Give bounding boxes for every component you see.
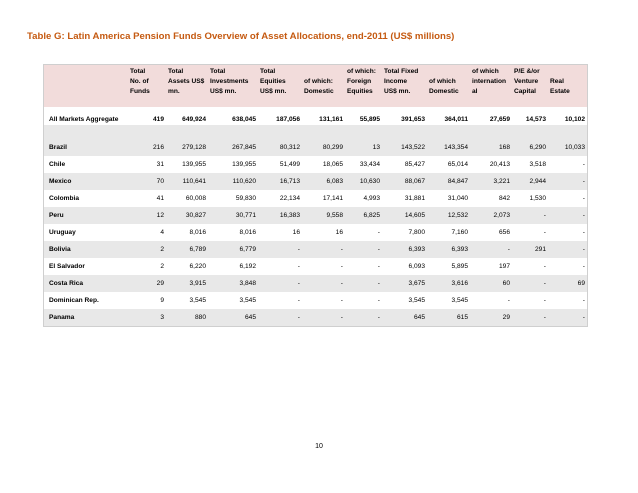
column-header [512,65,548,107]
value-cell: 7,160 [427,224,470,241]
value-cell: - [548,309,587,326]
table-row [44,190,587,207]
table-header-row [44,65,587,107]
column-header-line: Domestic [429,88,459,95]
column-header [258,65,302,107]
value-cell: 18,065 [302,156,345,173]
value-cell: 31,040 [427,190,470,207]
table-row [44,207,587,224]
country-cell: Costa Rica [44,275,128,292]
value-cell: 391,653 [382,113,427,125]
column-header [345,65,382,107]
column-header-line: US$ mn. [210,88,237,95]
value-cell: - [548,173,587,190]
column-header-line: al [472,88,478,95]
column-header-line: Investments [210,78,249,85]
column-header-line [304,67,343,77]
value-cell: 3,221 [470,173,512,190]
value-cell: 6,393 [427,241,470,258]
page-number: 10 [315,443,323,450]
column-header-line: Total [168,68,184,75]
column-header-line: Estate [550,88,570,95]
value-cell: 4,993 [345,190,382,207]
value-cell: 3 [128,309,166,326]
value-cell: 267,845 [208,139,258,156]
value-cell: 22,134 [258,190,302,207]
column-header-line: US$ mn. [260,88,287,95]
value-cell: - [345,241,382,258]
value-cell: - [345,292,382,309]
value-cell: 69 [548,275,587,292]
value-cell: 645 [382,309,427,326]
value-cell: 2,073 [470,207,512,224]
value-cell: 16,383 [258,207,302,224]
column-header-line: Total [260,68,276,75]
value-cell: - [302,309,345,326]
value-cell: 197 [470,258,512,275]
value-cell: 3,545 [208,292,258,309]
value-cell: 5,895 [427,258,470,275]
value-cell: - [302,241,345,258]
value-cell: 6,779 [208,241,258,258]
column-header [166,65,208,107]
country-cell: El Salvador [44,258,128,275]
value-cell: - [512,309,548,326]
table-row [44,241,587,258]
value-cell: 8,016 [166,224,208,241]
column-header-line [46,87,126,97]
value-cell: 4 [128,224,166,241]
column-header-line: Assets US$ [168,78,205,85]
value-cell: 3,616 [427,275,470,292]
country-cell: Dominican Rep. [44,292,128,309]
value-cell: 6,093 [382,258,427,275]
value-cell: - [512,275,548,292]
table-row [44,173,587,190]
value-cell: 10,630 [345,173,382,190]
column-header-line: Total [210,68,226,75]
column-header-line: No. of [130,78,149,85]
value-cell: - [258,275,302,292]
value-cell: 645 [208,309,258,326]
value-cell: 13 [345,139,382,156]
column-header-line [550,67,585,77]
value-cell: 85,427 [382,156,427,173]
table-row [44,292,587,309]
column-header-line [46,77,126,87]
column-header [470,65,512,107]
column-header-line: internation [472,78,507,85]
value-cell: 880 [166,309,208,326]
table-row [44,309,587,326]
column-header [44,65,128,107]
column-header-line: Foreign [347,78,372,85]
value-cell: - [258,258,302,275]
value-cell: 291 [512,241,548,258]
value-cell: 80,312 [258,139,302,156]
value-cell: - [548,258,587,275]
value-cell: 30,771 [208,207,258,224]
value-cell: 59,830 [208,190,258,207]
value-cell: 70 [128,173,166,190]
value-cell: - [548,241,587,258]
value-cell: 27,659 [470,113,512,125]
column-header-line: Equities [260,78,286,85]
value-cell: - [548,207,587,224]
value-cell: - [512,292,548,309]
value-cell: - [345,309,382,326]
value-cell: - [302,292,345,309]
value-cell: 29 [128,275,166,292]
country-cell: Bolivia [44,241,128,258]
value-cell: 2 [128,241,166,258]
value-cell: 3,848 [208,275,258,292]
value-cell: 615 [427,309,470,326]
country-cell: Peru [44,207,128,224]
table-row [44,275,587,292]
value-cell: - [345,224,382,241]
column-header-line: Capital [514,88,536,95]
value-cell: 14,605 [382,207,427,224]
value-cell: 80,299 [302,139,345,156]
value-cell: - [548,190,587,207]
country-cell: Panama [44,309,128,326]
column-header-line: of which [472,68,499,75]
value-cell: 33,434 [345,156,382,173]
value-cell: 55,895 [345,113,382,125]
value-cell: 638,045 [208,113,258,125]
column-header-line: Total [130,68,146,75]
value-cell: 14,573 [512,113,548,125]
value-cell: 168 [470,139,512,156]
value-cell: 12 [128,207,166,224]
aggregate-row [44,113,587,125]
value-cell: - [258,309,302,326]
column-header [208,65,258,107]
value-cell: 51,499 [258,156,302,173]
column-header-line: Funds [130,88,150,95]
table-title: Table G: Latin America Pension Funds Overview of Asset Allocations, end-2011 (US$ millions) [27,31,455,42]
value-cell: 216 [128,139,166,156]
column-header-line: Domestic [304,88,334,95]
value-cell: 3,545 [427,292,470,309]
value-cell: 7,800 [382,224,427,241]
column-header-line [429,67,468,77]
value-cell: 6,083 [302,173,345,190]
column-header [548,65,587,107]
column-header [427,65,470,107]
value-cell: 6,789 [166,241,208,258]
value-cell: 3,915 [166,275,208,292]
value-cell: - [512,258,548,275]
value-cell: - [258,292,302,309]
value-cell: 143,354 [427,139,470,156]
table-body [44,107,587,326]
column-header-line: Venture [514,78,539,85]
table-row [44,139,587,156]
column-header-line: of which: [304,78,333,85]
value-cell: 16,713 [258,173,302,190]
value-cell: - [302,258,345,275]
value-cell: - [258,241,302,258]
country-cell: Colombia [44,190,128,207]
value-cell: 3,545 [166,292,208,309]
value-cell: 6,220 [166,258,208,275]
value-cell: 10,102 [548,113,587,125]
column-header-line: Equities [347,88,373,95]
value-cell: 1,530 [512,190,548,207]
value-cell: 12,532 [427,207,470,224]
value-cell: 842 [470,190,512,207]
column-header [302,65,345,107]
column-header [382,65,427,107]
value-cell: 8,016 [208,224,258,241]
value-cell: 649,924 [166,113,208,125]
value-cell: 2,944 [512,173,548,190]
value-cell: 84,847 [427,173,470,190]
value-cell: 3,518 [512,156,548,173]
column-header-line: mn. [168,88,180,95]
column-header-line: US$ mn. [384,88,411,95]
value-cell: 30,827 [166,207,208,224]
value-cell: 656 [470,224,512,241]
column-header-line: of which: [347,68,376,75]
value-cell: 2 [128,258,166,275]
value-cell: - [345,275,382,292]
value-cell: 9 [128,292,166,309]
value-cell: 110,620 [208,173,258,190]
value-cell: 9,558 [302,207,345,224]
column-header [128,65,166,107]
value-cell: 6,290 [512,139,548,156]
value-cell: 139,955 [166,156,208,173]
country-cell: Brazil [44,139,128,156]
column-header-line: Income [384,78,408,85]
value-cell: 10,033 [548,139,587,156]
value-cell: 17,141 [302,190,345,207]
value-cell: 364,011 [427,113,470,125]
country-cell: All Markets Aggregate [44,113,128,125]
value-cell: 110,641 [166,173,208,190]
value-cell: 131,161 [302,113,345,125]
value-cell: 29 [470,309,512,326]
value-cell: 6,192 [208,258,258,275]
value-cell: 31,881 [382,190,427,207]
value-cell: - [302,275,345,292]
value-cell: 279,128 [166,139,208,156]
value-cell: 6,825 [345,207,382,224]
value-cell: 139,955 [208,156,258,173]
column-header-line [46,67,126,77]
value-cell: - [512,207,548,224]
column-header-line: of which [429,78,456,85]
value-cell: - [470,292,512,309]
value-cell: 65,014 [427,156,470,173]
allocation-table [44,65,587,326]
country-cell: Uruguay [44,224,128,241]
value-cell: - [345,258,382,275]
allocation-table-container [43,64,588,327]
value-cell: 3,545 [382,292,427,309]
country-cell: Mexico [44,173,128,190]
value-cell: - [548,224,587,241]
value-cell: 60,008 [166,190,208,207]
country-cell: Chile [44,156,128,173]
column-header-line: Total Fixed [384,68,419,75]
value-cell: 3,675 [382,275,427,292]
column-header-line: P/E &/or [514,68,540,75]
value-cell: 16 [302,224,345,241]
value-cell: - [548,156,587,173]
value-cell: 187,056 [258,113,302,125]
value-cell: 20,413 [470,156,512,173]
value-cell: - [470,241,512,258]
value-cell: 60 [470,275,512,292]
column-header-line: Real [550,78,564,85]
table-row [44,224,587,241]
table-row [44,156,587,173]
value-cell: 419 [128,113,166,125]
value-cell: 16 [258,224,302,241]
value-cell: 31 [128,156,166,173]
value-cell: 143,522 [382,139,427,156]
table-row [44,258,587,275]
spacer-band [44,125,587,139]
value-cell: - [512,224,548,241]
value-cell: 88,067 [382,173,427,190]
value-cell: - [548,292,587,309]
value-cell: 41 [128,190,166,207]
value-cell: 6,393 [382,241,427,258]
